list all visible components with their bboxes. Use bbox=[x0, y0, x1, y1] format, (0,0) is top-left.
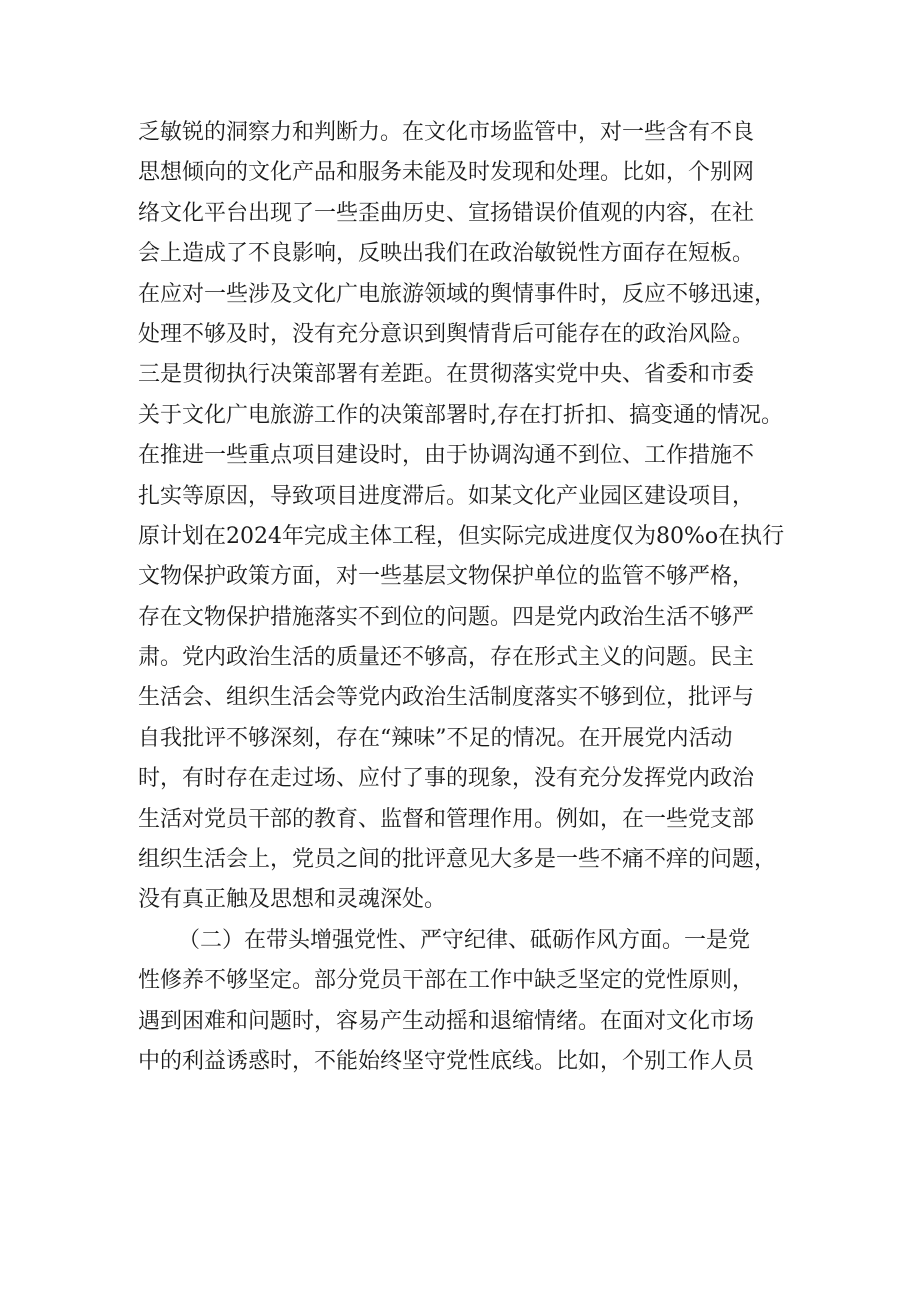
text-line: 处理不够及时，没有充分意识到舆情背后可能存在的政治风险。 bbox=[138, 321, 755, 347]
text-line: 存在文物保护措施落实不到位的问题。四是党内政治生活不够严 bbox=[138, 604, 755, 630]
text-line: 没有真正触及思想和灵魂深处。 bbox=[138, 887, 447, 913]
text-line: 自我批评不够深刻，存在“辣味”不足的情况。在开展党内活动 bbox=[138, 725, 733, 751]
section-heading-line: （二）在带头增强党性、严守纪律、砥砺作风方面。一是党 bbox=[178, 927, 751, 953]
text-line: 在推进一些重点项目建设时，由于协调沟通不到位、工作措施不 bbox=[138, 443, 755, 469]
text-line: 乏敏锐的洞察力和判断力。在文化市场监管中，对一些含有不良 bbox=[138, 120, 755, 145]
text-line: 时，有时存在走过场、应付了事的现象，没有充分发挥党内政治 bbox=[138, 766, 755, 792]
text-line: 三是贯彻执行决策部署有差距。在贯彻落实党中央、省委和市委 bbox=[138, 362, 755, 388]
text-line: 络文化平台出现了一些歪曲历史、宣扬错误价值观的内容，在社 bbox=[138, 200, 755, 226]
text-line: 扎实等原因，导致项目进度滞后。如某文化产业园区建设项目， bbox=[138, 483, 755, 509]
text-line: 关于文化广电旅游工作的决策部署时,存在打折扣、搞变通的情况。 bbox=[138, 402, 783, 428]
text-line: 会上造成了不良影响，反映出我们在政治敏锐性方面存在短板。 bbox=[138, 241, 755, 267]
text-line: 文物保护政策方面，对一些基层文物保护单位的监管不够严格， bbox=[138, 564, 755, 590]
text-line: 生活会、组织生活会等党内政治生活制度落实不够到位，批评与 bbox=[138, 685, 755, 711]
text-line: 生活对党员干部的教育、监督和管理作用。例如，在一些党支部 bbox=[138, 806, 755, 832]
text-line: 性修养不够坚定。部分党员干部在工作中缺乏坚定的党性原则， bbox=[138, 968, 755, 994]
text-line: 原计划在2024年完成主体工程，但实际完成进度仅为80%o在执行 bbox=[138, 523, 785, 549]
body-text bbox=[138, 113, 798, 1082]
text-line: 遇到困难和问题时，容易产生动摇和退缩情绪。在面对文化市场 bbox=[138, 1008, 755, 1034]
text-line: 思想倾向的文化产品和服务未能及时发现和处理。比如，个别网 bbox=[138, 160, 755, 186]
text-line: 在应对一些涉及文化广电旅游领域的舆情事件时，反应不够迅速， bbox=[138, 281, 777, 307]
text-line: 中的利益诱惑时，不能始终坚守党性底线。比如，个别工作人员 bbox=[138, 1048, 755, 1074]
text-line: 肃。党内政治生活的质量还不够高，存在形式主义的问题。民主 bbox=[138, 645, 755, 671]
text-line: 组织生活会上，党员之间的批评意见大多是一些不痛不痒的问题， bbox=[138, 847, 777, 873]
